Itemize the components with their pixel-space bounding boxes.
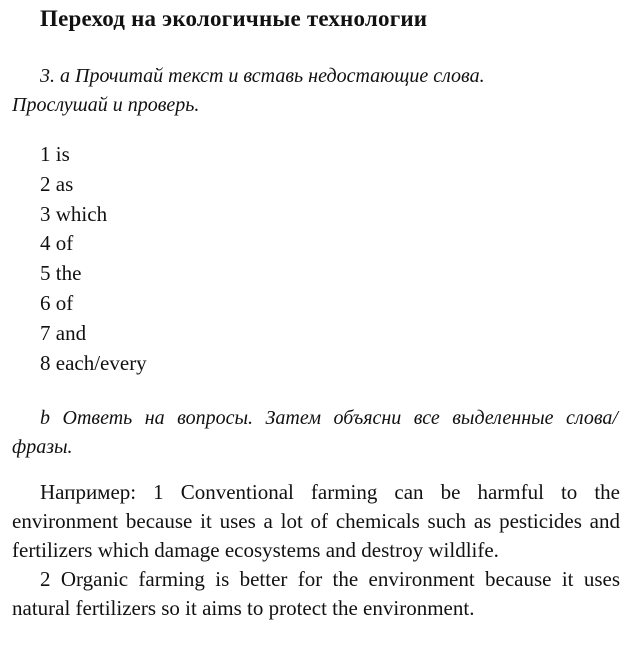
task-a-instruction [12, 62, 618, 120]
answer-item: 2 as [40, 171, 74, 196]
task-a-line-2: Прослушай и проверь. [12, 94, 200, 116]
example-answer [12, 478, 620, 623]
answer-item: 4 of [40, 231, 74, 256]
answer-item: 5 the [40, 261, 82, 286]
task-a-line-1: 3. a Прочитай текст и вставь недостающие слова. [40, 65, 485, 87]
answer-item: 7 and [40, 320, 87, 345]
section-title: Переход на экологичные технологии [40, 6, 428, 31]
example-paragraph-1: Например: 1 Conventional farming can be harmful to the environment because it uses a lot of chemicals such as pesticides and fertilizers which damage ecosystems and destroy wildlife. [12, 480, 620, 562]
task-b-instruction: b Ответь на вопросы. Затем объясни все выделенные слова/фразы. [12, 407, 618, 458]
answer-item: 1 is [40, 142, 70, 166]
answer-list [40, 140, 147, 378]
example-paragraph-2: 2 Organic farming is better for the environment because it uses natural fertilizers so it aims to protect the environment. [12, 567, 620, 620]
answer-item: 3 which [40, 201, 108, 226]
answer-item: 6 of [40, 290, 74, 315]
answer-item: 8 each/every [40, 350, 147, 375]
